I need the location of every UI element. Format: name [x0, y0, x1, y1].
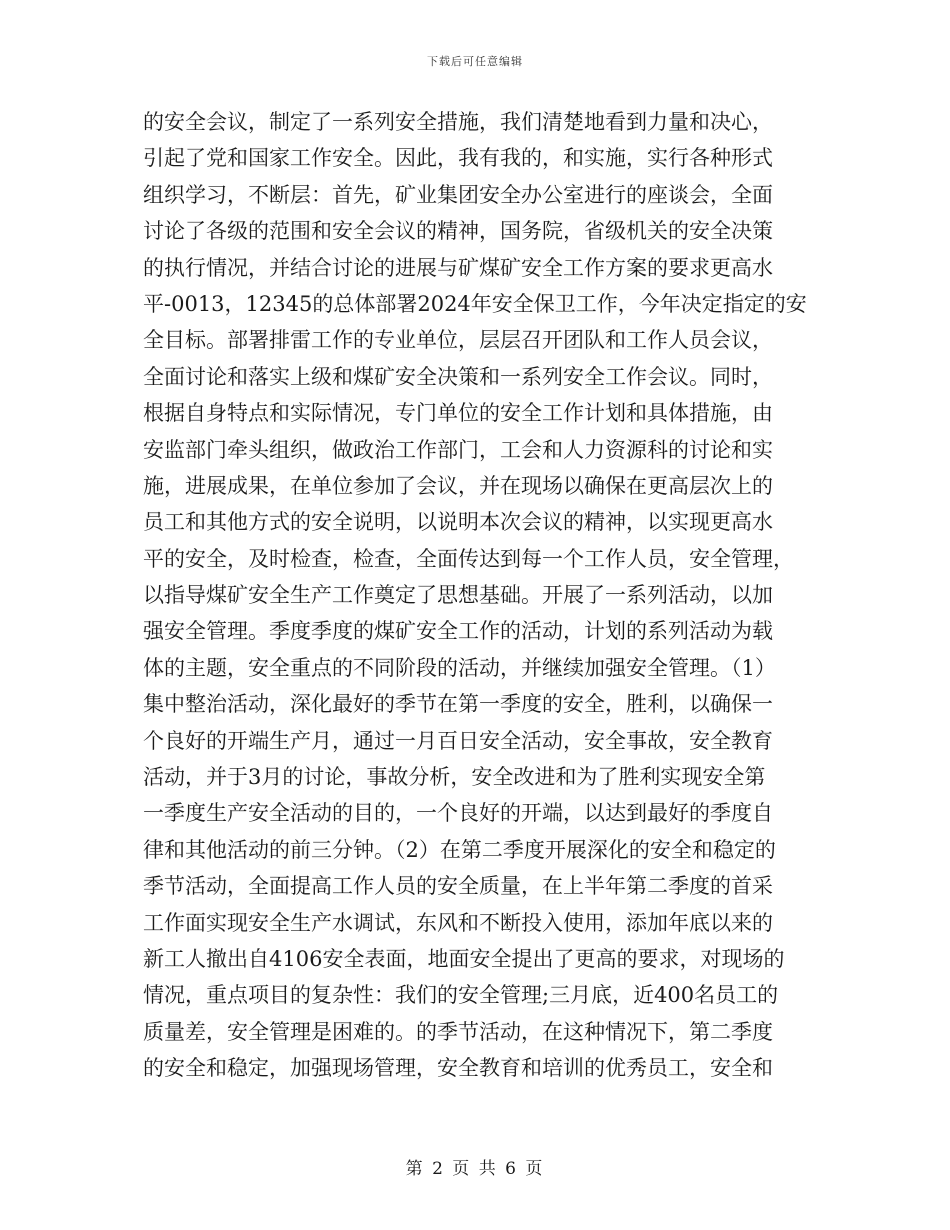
text-line: 情况，重点项目的复杂性：我们的安全管理;三月底，近400名员工的 — [143, 983, 779, 1008]
text-line: 平的安全，及时检查，检查，全面传达到每一个工作人员，安全管理， — [143, 546, 794, 571]
text-line: 质量差，安全管理是困难的。的季节活动，在这种情况下，第二季度 — [143, 1019, 773, 1044]
text-line: 的安全和稳定，加强现场管理，安全教育和培训的优秀员工，安全和 — [143, 1056, 773, 1081]
text-line: 工作面实现安全生产水调试，东风和不断投入使用，添加年底以来的 — [143, 910, 773, 935]
text-line: 一季度生产安全活动的目的，一个良好的开端，以达到最好的季度自 — [143, 801, 773, 826]
text-line: 集中整治活动，深化最好的季节在第一季度的安全，胜利，以确保一 — [143, 692, 773, 717]
document-body — [143, 104, 813, 1087]
text-line: 的执行情况，并结合讨论的进展与矿煤矿安全工作方案的要求更高水 — [143, 255, 773, 280]
text-line: 根据自身特点和实际情况，专门单位的安全工作计划和具体措施，由 — [143, 401, 773, 426]
text-line: 律和其他活动的前三分钟。（2）在第二季度开展深化的安全和稳定的 — [143, 837, 776, 862]
page-number-footer: 第 2 页 共 6 页 — [405, 1159, 545, 1179]
text-line: 平-0013，12345的总体部署2024年安全保卫工作，今年决定指定的安 — [143, 291, 807, 316]
text-line: 新工人撤出自4106安全表面，地面安全提出了更高的要求，对现场的 — [143, 946, 785, 971]
text-line: 员工和其他方式的安全说明，以说明本次会议的精神，以实现更高水 — [143, 510, 773, 535]
text-line: 施，进展成果，在单位参加了会议，并在现场以确保在更高层次上的 — [143, 473, 773, 498]
text-line: 体的主题，安全重点的不同阶段的活动，并继续加强安全管理。（1） — [143, 655, 776, 680]
text-line: 全面讨论和落实上级和煤矿安全决策和一系列安全工作会议。同时， — [143, 364, 773, 389]
text-line: 以指导煤矿安全生产工作奠定了思想基础。开展了一系列活动，以加 — [143, 583, 773, 608]
text-line: 讨论了各级的范围和安全会议的精神，国务院，省级机关的安全决策 — [143, 219, 773, 244]
text-line: 引起了党和国家工作安全。因此，我有我的，和实施，实行各种形式 — [143, 146, 773, 171]
text-line: 的安全会议，制定了一系列安全措施，我们清楚地看到力量和决心， — [143, 110, 773, 134]
page-header: 下载后可任意编辑 — [427, 55, 523, 68]
text-line: 组织学习，不断层：首先，矿业集团安全办公室进行的座谈会，全面 — [143, 182, 773, 207]
text-line: 季节活动，全面提高工作人员的安全质量，在上半年第二季度的首采 — [143, 874, 773, 899]
text-line: 强安全管理。季度季度的煤矿安全工作的活动，计划的系列活动为载 — [143, 619, 773, 644]
text-line: 全目标。部署排雷工作的专业单位，层层召开团队和工作人员会议， — [143, 328, 773, 353]
text-line: 安监部门牵头组织，做政治工作部门，工会和人力资源科的讨论和实 — [143, 437, 773, 462]
text-line: 活动，并于3月的讨论，事故分析，安全改进和为了胜利实现安全第 — [143, 765, 766, 790]
text-line: 个良好的开端生产月，通过一月百日安全活动，安全事故，安全教育 — [143, 728, 773, 753]
